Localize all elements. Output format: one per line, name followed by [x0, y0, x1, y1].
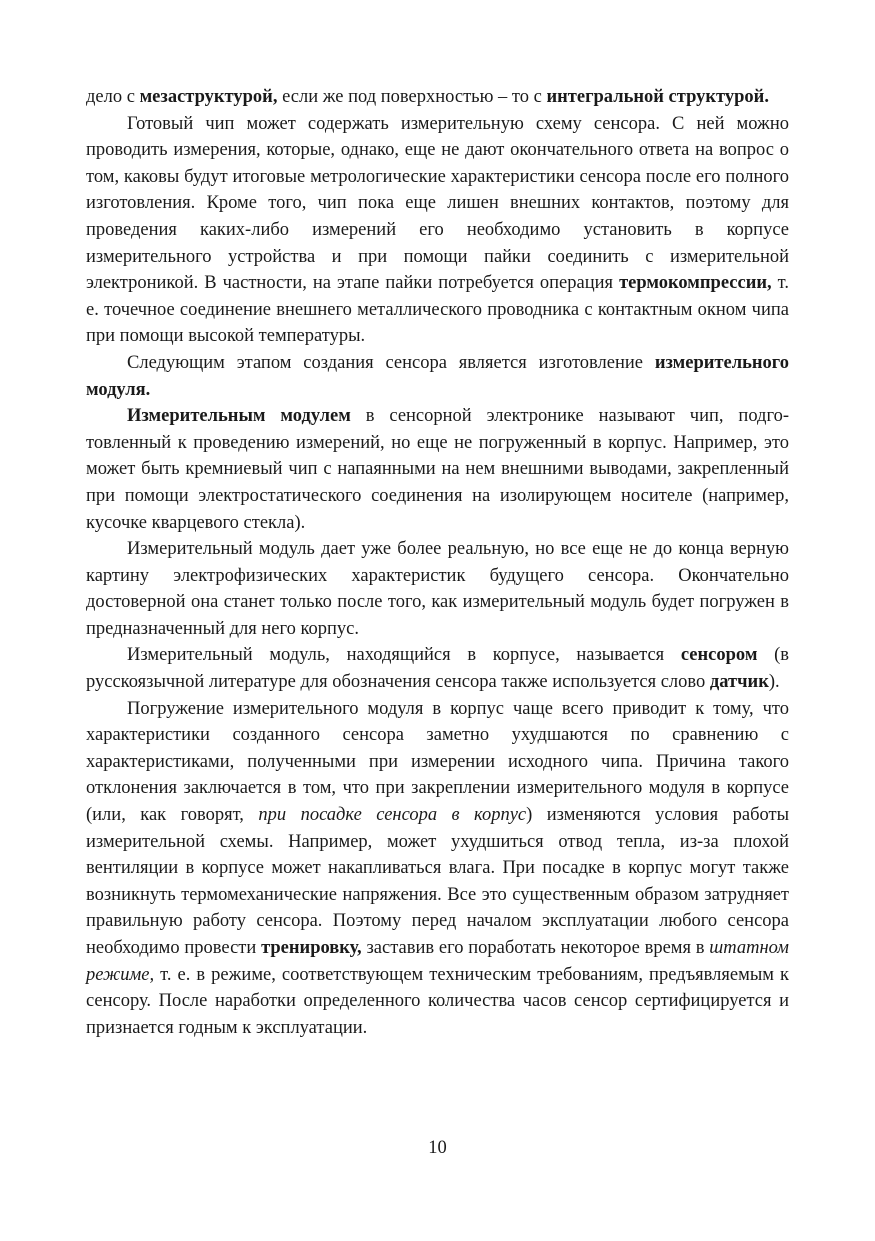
text-run: Готовый чип может содержать измерительную схему сенсора. С ней можно проводить измерения, которые, однако, еще не дают окончательного ответа на вопрос о том, каковы будут итоговые метрологические характеристики сенсора после его полного изготовления. Кроме того, чип пока еще лишен внешних контактов, поэтому для проведения каких-либо измерений его необходимо установить в корпусе измерительного устройства и при помощи пайки соединить с измерительной электроникой. В частности, на этапе пайки потребуется операция — [86, 113, 789, 294]
bold-term: Измерительным модулем — [127, 406, 351, 427]
italic-phrase: при посадке сенсора в корпус — [258, 805, 527, 826]
bold-term: датчик — [709, 672, 769, 693]
paragraph — [86, 111, 789, 350]
document-page — [86, 84, 789, 1041]
italic-phrase: штатном режиме, — [86, 938, 789, 985]
paragraph — [86, 536, 789, 642]
paragraph — [86, 84, 789, 111]
text-run: в сенсорной электронике называют чип, подготовленный к проведению измерений, но еще не погруженный в корпус. Например, это может быть кремниевый чип с напаянными на нем внешними выводами, закрепленный при помощи электростатического соединения на изолирующем носителе (например, кусочке кварцевого стекла). — [86, 406, 790, 533]
bold-term: интегральной структурой. — [546, 87, 769, 107]
bold-term: измерительного модуля. — [86, 352, 789, 400]
text-run: т. е. в режиме, соответствующем техническим требованиям, предъявляемым к сенсору. После наработки определенного количества часов сенсор сертифицируется и признается годным к эксплуатации. — [86, 964, 789, 1038]
text-run: Погружение измерительного модуля в корпус чаще всего приводит к тому, что характеристики созданного сенсора заметно ухудшаются по сравнению с характеристиками, полученными при измерении исходного чипа. Причина такого отклонения заключается в том, что при закреплении измерительного модуля в корпусе (или, как говорят, — [86, 698, 789, 826]
text-run: ) изменяются условия работы измерительной схемы. Например, может ухудшиться отвод тепла, из-за плохой вентиляции в корпусе может накапливаться влага. При посадке в корпус могут также возникнуть термомеханические напряжения. Все это существенным образом затрудняет правильную работу сенсора. Поэтому перед началом эксплуатации любого сенсора необходимо провести — [86, 805, 790, 958]
text-run: (в русскоязычной литературе для обозначения сенсора также используется слово — [86, 645, 789, 693]
text-run: Измерительный модуль дает уже более реальную, но все еще не до конца верную картину электрофизических характеристик будущего сенсора. Окончательно достоверной она станет только после того, как измерительный модуль будет погружен в предназначенный для него корпус. — [86, 539, 789, 639]
bold-term: тренировку, — [261, 938, 362, 958]
text-run: Следующим этапом создания сенсора является изготовление — [127, 352, 655, 373]
text-run: т. е. точечное соединение внешнего металлического проводника с контактным окном чипа при помощи высокой температуры. — [86, 273, 789, 347]
text-run: если же под поверхностью – то с — [277, 87, 547, 107]
text-run: ). — [768, 672, 780, 693]
bold-term: мезаструктурой, — [139, 87, 278, 107]
paragraph — [86, 350, 789, 403]
bold-term: термокомпрессии, — [619, 273, 772, 294]
paragraph — [86, 696, 789, 1042]
paragraph — [86, 642, 789, 695]
text-run: Измерительный модуль, находящийся в корпусе, называется — [127, 645, 681, 666]
text-run: дело с — [86, 87, 140, 107]
page-number: 10 — [428, 1138, 447, 1158]
text-run: заставив его поработать некоторое время в — [361, 938, 710, 958]
paragraph — [86, 403, 789, 536]
bold-term: сенсором — [680, 645, 758, 666]
